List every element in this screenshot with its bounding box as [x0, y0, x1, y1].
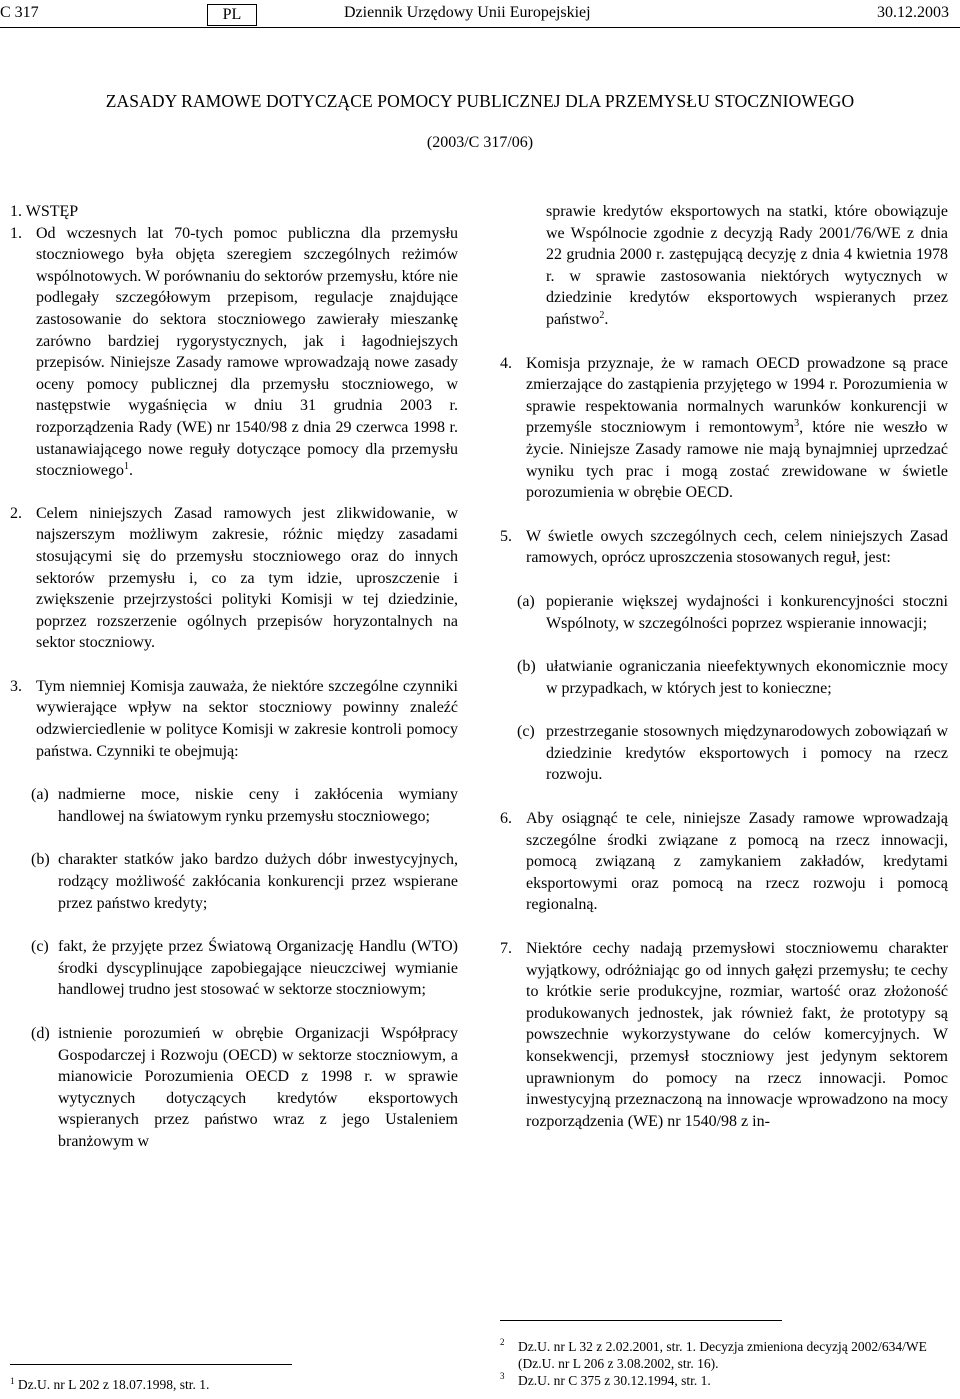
list-item-a: (a) nadmierne moce, niskie ceny i zakłócenia wymiany handlowej na światowym rynku przemysłu stoczniowego; — [31, 786, 458, 825]
list-item-a: (a) popieranie większej wydajności i konkurencyjności stoczni Wspólnoty, w szczególności poprzez wspieranie innowacji; — [517, 592, 948, 632]
footnote-ref-1: 1 — [123, 461, 129, 473]
footnotes-right — [500, 1338, 948, 1389]
footnote-3: 3 Dz.U. nr C 375 z 30.12.1994, str. 1. — [500, 1371, 711, 1388]
paragraph-7: 7. Niektóre cechy nadają przemysłowi stoczniowemu charakter wyjątkowy, odróżniając go od innych gałęzi przemysłu; te cechy to krótkie serie produkcyjne, rozmiar, wartość oraz złożoność produkowanych jednostek, jak również fakt, że prototypy są powszechnie wykorzystywane do celów komercyjnych. W konsekwencji, przemysł stoczniowy jest jedynym sektorem uprawnionym do pomocy na rzecz innowacji. Pomoc inwestycyjną przeznaczoną na innowacje wprowadzono na mocy rozporządzenia (WE) nr 1540/98 z in- — [500, 940, 948, 1130]
footnote-1: $^1$ Dz.U. nr L 202 z 18.07.1998, str. 1. — [10, 1376, 210, 1392]
paragraph-number: 5. — [500, 527, 512, 545]
paragraph-number: 4. — [500, 354, 512, 372]
footnote-2: 2 Dz.U. nr L 32 z 2.02.2001, str. 1. Decyzja zmieniona decyzją 2002/634/WE (Dz.U. nr L 206 z 3.08.2002, str. 16). — [500, 1337, 927, 1371]
paragraph-6: 6. Aby osiągnąć te cele, niniejsze Zasady ramowe wprowadzają szczególne środki związane z pomocą na rzecz innowacji, pomocą związaną z zamykaniem zakładów, kredytami eksportowymi oraz pomocą na rzecz rozwoju i pomocą regionalną. — [500, 810, 948, 914]
paragraph-3: 3. Tym niemniej Komisja zauważa, że niektóre szczególne czynniki wywierające wpływ na sektor stoczniowy powinny znaleźć odzwierciedlenie w polityce Komisji w zakresie kontroli pomocy państwa. Czynniki te obejmują: — [10, 677, 458, 760]
paragraph-4: 4. Komisja przyznaje, że w ramach OECD prowadzone są prace zmierzające do zastąpienia przyjętego w 1994 r. Porozumienia w sprawie respektowania normalnych warunków konkurencji w przemyśle stoczniowym i remontowym$^3$, które nie weszło w życie. Niniejsze Zasady ramowe nie mają bynajmniej uprzedzać wyniku tych prac i mogą zostać zrewidowane w świetle porozumienia w obrębie OECD. — [500, 354, 949, 502]
list-item-b: (b) ułatwianie ograniczania nieefektywnych ekonomicznie mocy w przypadkach, w których jest to konieczne; — [517, 658, 948, 697]
header-rule — [0, 27, 960, 28]
list-item-c: (c) fakt, że przyjęte przez Światową Organizację Handlu (WTO) środki dyscyplinujące zapobiegające nieuczciwej wymianie handlowej trudno jest stosować w sektorze stoczniowym; — [31, 938, 458, 999]
list-item-d-continued: sprawie kredytów eksportowych na statki, które obowiązuje we Wspólnocie zgodnie z decyzją Rady 2001/76/WE z dnia 22 grudnia 2000 r. zastępującą decyzję z dnia 4 kwietnia 1978 r. w sprawie zastosowania niektórych wytycznych w dziedzinie kredytów eksportowych wspieranych przez państwo$^2$. — [546, 203, 948, 328]
list-label: (b) — [517, 658, 536, 676]
list-label: (d) — [31, 1025, 50, 1042]
list-label: (c) — [31, 938, 49, 956]
document-title: ZASADY RAMOWE DOTYCZĄCE POMOCY PUBLICZNEJ DLA PRZEMYSŁU STOCZNIOWEGO — [105, 91, 855, 111]
footnotes-left — [10, 1376, 458, 1393]
paragraph-number: 6. — [500, 810, 512, 828]
paragraph-2: 2. Celem niniejszych Zasad ramowych jest zlikwidowanie, w najszerszym możliwym zakresie, różnic między zasadami stosującymi się do przemysłu stoczniowego oraz do innych sektorów przemysłu i, co za tym idzie, uproszczenie i zwiększenie przejrzystości polityki Komisji w tej dziedzinie, poprzez rozszerzenie ogólnych przepisów horyzontalnych na sektor stoczniowy. — [10, 504, 458, 652]
page-number: C 317 — [0, 4, 39, 21]
right-column — [500, 201, 948, 1132]
paragraph-1: 1. Od wczesnych lat 70-tych pomoc publiczna dla przemysłu stoczniowego była objęta szeregiem szczególnych reżimów wspólnotowych. W porównaniu do sektorów przemysłu, które nie podlegały szczegółowym przepisom, regulacje znajdujące zastosowanie do sektora stoczniowego zawierały mieszankę zarówno bardziej rygorystycznych, jak i łagodniejszych przepisów. Niniejsze Zasady ramowe wprowadzają nowe zasady oceny pomocy publicznej dla przemysłu stoczniowego, w następstwie wygaśnięcia w dniu 31 grudnia 2003 r. rozporządzenia Rady (WE) nr 1540/98 z dnia 29 czerwca 1998 r. ustanawiającego nowe reguły dotyczące pomocy dla przemysłu stoczniowego$^1$. — [10, 224, 459, 480]
paragraph-number: 7. — [500, 940, 512, 958]
footnote-ref-3: 3 — [794, 418, 800, 430]
list-label: (a) — [517, 592, 535, 610]
list-label: (c) — [517, 723, 535, 741]
journal-name: Dziennik Urzędowy Unii Europejskiej — [344, 4, 591, 21]
page-header — [0, 2, 960, 24]
paragraph-number: 1. — [10, 224, 22, 242]
language-badge: PL — [207, 4, 257, 26]
list-label: (b) — [31, 851, 50, 869]
paragraph-number: 2. — [10, 504, 22, 522]
list-item-c: (c) przestrzeganie stosownych międzynarodowych zobowiązań w dziedzinie kredytów eksportowych i pomocy na rzecz rozwoju. — [517, 723, 948, 784]
footnote-rule-left — [10, 1364, 292, 1365]
section-heading: 1. WSTĘP — [10, 203, 79, 220]
list-item-b: (b) charakter statków jako bardzo dużych dóbr inwestycyjnych, rodzący możliwość zakłócania konkurencji przez wspierane przez państwo kredyty; — [31, 851, 458, 912]
footnote-rule-right — [500, 1320, 782, 1321]
publication-date: 30.12.2003 — [877, 4, 949, 21]
paragraph-5: 5. W świetle owych szczególnych cech, celem niniejszych Zasad ramowych, oprócz uproszczenia stosowanych reguł, jest: — [500, 527, 948, 567]
list-item-d: (d) istnienie porozumień w obrębie Organizacji Współpracy Gospodarczej i Rozwoju (OECD) w sektorze stoczniowym, a mianowicie Porozumienia OECD z 1998 r. w sprawie wytycznych dotyczących kredytów eksportowych wspieranych przez państwo wraz z jego Ustaleniem branżowym w — [31, 1025, 458, 1150]
list-label: (a) — [31, 786, 49, 804]
paragraph-number: 3. — [10, 677, 22, 695]
left-column — [10, 201, 458, 1153]
footnote-ref-2: 2 — [599, 309, 605, 321]
document-reference: (2003/C 317/06) — [426, 134, 534, 151]
